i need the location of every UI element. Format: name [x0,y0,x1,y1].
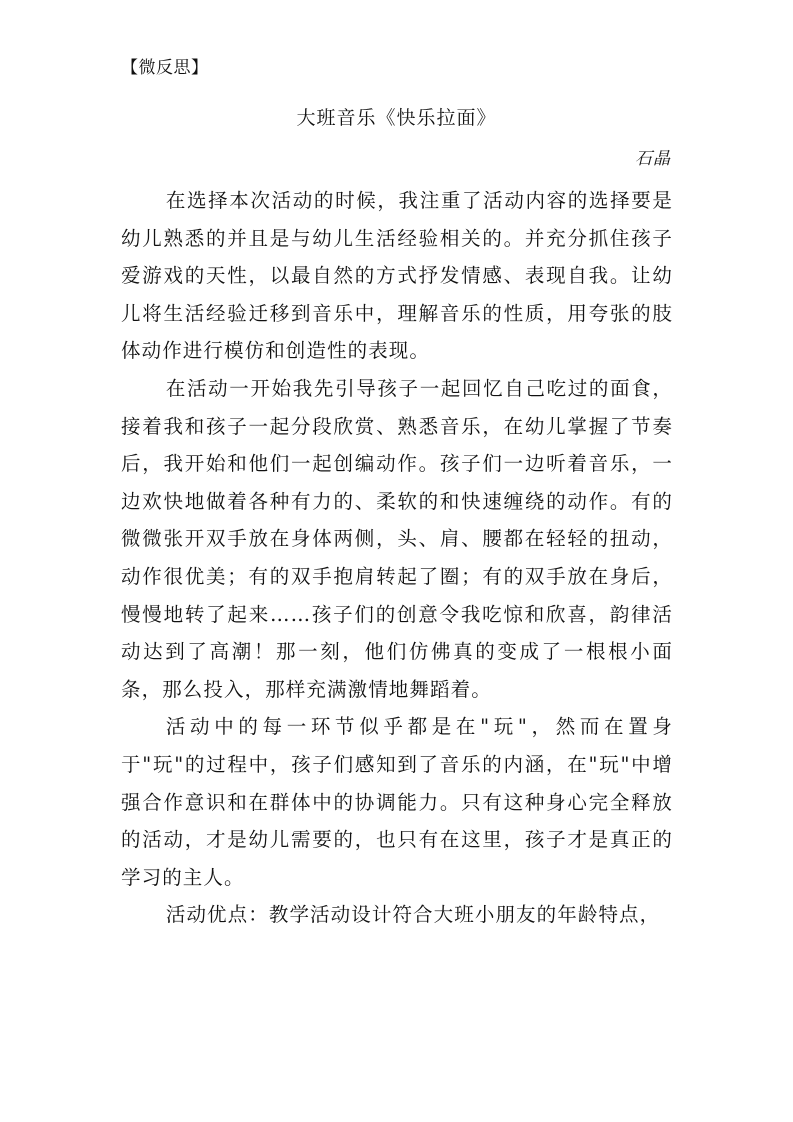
document-title: 大班音乐《快乐拉面》 [296,107,497,129]
author-name: 石晶 [635,149,671,169]
paragraph-1: 在选择本次活动的时候，我注重了活动内容的选择要是幼儿熟悉的并且是与幼儿生活经验相关的。并充分抓住孩子爱游戏的天性，以最自然的方式抒发情感、表现自我。让幼儿将生活经验迁移到音乐中，理解音乐的性质，用夸张的肢体动作进行模仿和创造性的表现。 [121,189,673,363]
paragraph-2: 在活动一开始我先引导孩子一起回忆自己吃过的面食，接着我和孩子一起分段欣赏、熟悉音乐，在幼儿掌握了节奏后，我开始和他们一起创编动作。孩子们一边听着音乐，一边欢快地做着各种有力的、柔软的和快速缠绕的动作。有的微微张开双手放在身体两侧，头、肩、腰都在轻轻的扭动，动作很优美；有的双手抱肩转起了圈；有的双手放在身后，慢慢地转了起来……孩子们的创意令我吃惊和欣喜，韵律活动达到了高潮！那一刻，他们仿佛真的变成了一根根小面条，那么投入，那样充满激情地舞蹈着。 [121,376,673,701]
document-body [121,182,673,934]
paragraph-4: 活动优点：教学活动设计符合大班小朋友的年龄特点， [165,903,661,927]
paragraph-3: 活动中的每一环节似乎都是在"玩"，然而在置身于"玩"的过程中，孩子们感知到了音乐的内涵，在"玩"中增强合作意识和在群体中的协调能力。只有这种身心完全释放的活动，才是幼儿需要的，也只有在这里，孩子才是真正的学习的主人。 [121,715,673,889]
section-tag: 【微反思】 [121,58,209,78]
